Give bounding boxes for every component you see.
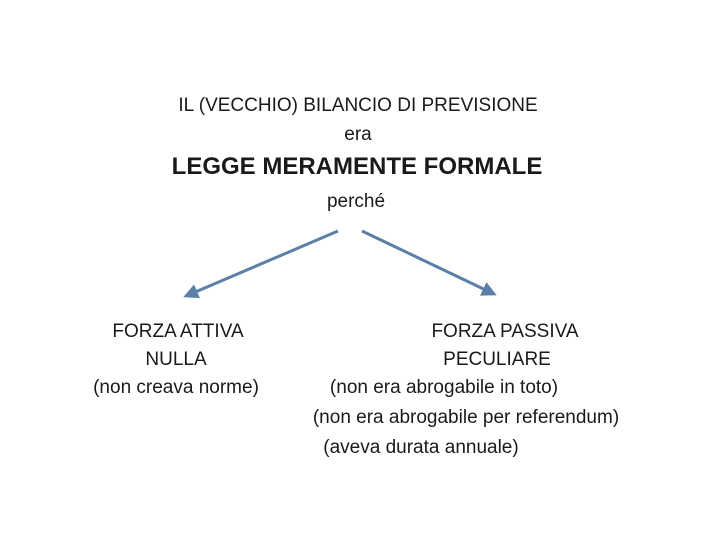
arrow-right <box>362 231 494 294</box>
right-branch-line-2: PECULIARE <box>443 349 551 370</box>
title-line-2: era <box>344 124 372 145</box>
title-line-1: IL (VECCHIO) BILANCIO DI PREVISIONE <box>178 95 538 116</box>
right-branch-line-1: FORZA PASSIVA <box>431 321 579 342</box>
title-main: LEGGE MERAMENTE FORMALE <box>171 153 543 180</box>
right-branch-line-4: (non era abrogabile per referendum) <box>312 407 620 428</box>
arrow-left <box>186 231 338 296</box>
right-branch-line-3: (non era abrogabile in toto) <box>329 377 559 398</box>
left-branch-line-3: (non creava norme) <box>93 377 259 398</box>
right-branch-line-5: (aveva durata annuale) <box>323 437 519 458</box>
left-branch-line-1: FORZA ATTIVA <box>112 321 244 342</box>
title-line-4: perché <box>326 191 386 212</box>
left-branch-line-2: NULLA <box>145 349 207 370</box>
